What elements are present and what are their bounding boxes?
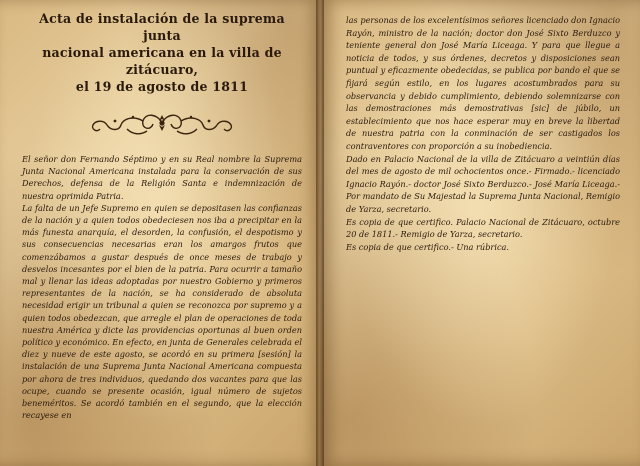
- baroque-scroll-ornament-icon: [87, 109, 237, 137]
- left-body-text: [22, 153, 302, 421]
- right-paragraph-4: Es copia de que certifico.- Una rúbrica.: [346, 241, 510, 252]
- title-line-1: Acta de instalación de la suprema junta: [39, 11, 285, 43]
- right-body-text: [346, 14, 620, 253]
- right-paragraph-2: Dado en Palacio Nacional de la villa de Zitácuaro a veintiún días del mes de agosto de mil ochocientos once.- Firmado.- licenciado Ignacio Rayón.- doctor José Sixto Berduzco.- José María Liceaga.- Por mandato de Su Majestad la Suprema Junta Nacional, Remigio de Yarza, secretario.: [346, 153, 620, 214]
- title-line-2: nacional americana en la villa de zitácuaro,: [42, 45, 282, 77]
- book-gutter: [316, 0, 324, 466]
- title-line-3: el 19 de agosto de 1811: [75, 79, 249, 94]
- right-paragraph-3: Es copia de que certifico. Palacio Nacional de Zitácuaro, octubre 20 de 1811.- Remigio de Yarza, secretario.: [346, 216, 620, 240]
- right-page: [320, 0, 640, 466]
- left-paragraph-1: El señor don Fernando Séptimo y en su Real nombre la Suprema Junta Nacional Americana instalada para la conservación de sus Derechos, defensa de la Religión Santa e indemnización de nuestra oprimida Patria.: [22, 154, 302, 201]
- left-paragraph-2: La falta de un Jefe Supremo en quien se depositasen las confianzas de la nación y a quien todos obedeciesen nos iba a precipitar en la más funesta anarquía, el desorden, la confusión, el despotismo y sus consecuencias necesarias eran los amargos frutos que comenzábamos a gustar después de once meses de trabajo y desvelos incesantes por el bien de la patria. Para ocurrir a tamaño mal y llenar las ideas adoptadas por nuestro Gobierno y primeros representantes de la nación, se ha considerado de absoluta necesidad erigir un tribunal a quien se reconozca por supremo y a quien todos obedezcan, que arregle el plan de operaciones de toda nuestra América y dicte las providencias oportunas al buen orden político y económico. En efecto, en junta de Generales celebrada el diez y nueve de este agosto, se acordó en su primera [sesión] la instalación de una Suprema Junta Nacional Americana compuesta por ahora de tres individuos, quedando dos vacantes para que las ocupe, cuando se presente ocasión, igual número de sujetos beneméritos. Se acordó también en el segundo, que la elección recayese en: [22, 202, 302, 421]
- page-title: [22, 10, 302, 95]
- right-paragraph-1: las personas de los excelentísimos señores licenciado don Ignacio Rayón, ministro de la nación; doctor don José Sixto Berduzco y teniente general don José María Liceaga. Y para que llegue a noticia de todos, y sus órdenes, decretos y disposiciones sean puntual y eficazmente obedecidas, se publica por bando el que se fijará según estilo, en los lugares acostumbrados para su observancia y debido cumplimiento, debiendo solemnizarse con las demostraciones más demostrativas [sic] de júbilo, un establecimiento que nos hace esperar muy en breve la libertad de nuestra patria con la conminación de ser castigados los contraventores con proporción a su inobediencia.: [346, 15, 620, 151]
